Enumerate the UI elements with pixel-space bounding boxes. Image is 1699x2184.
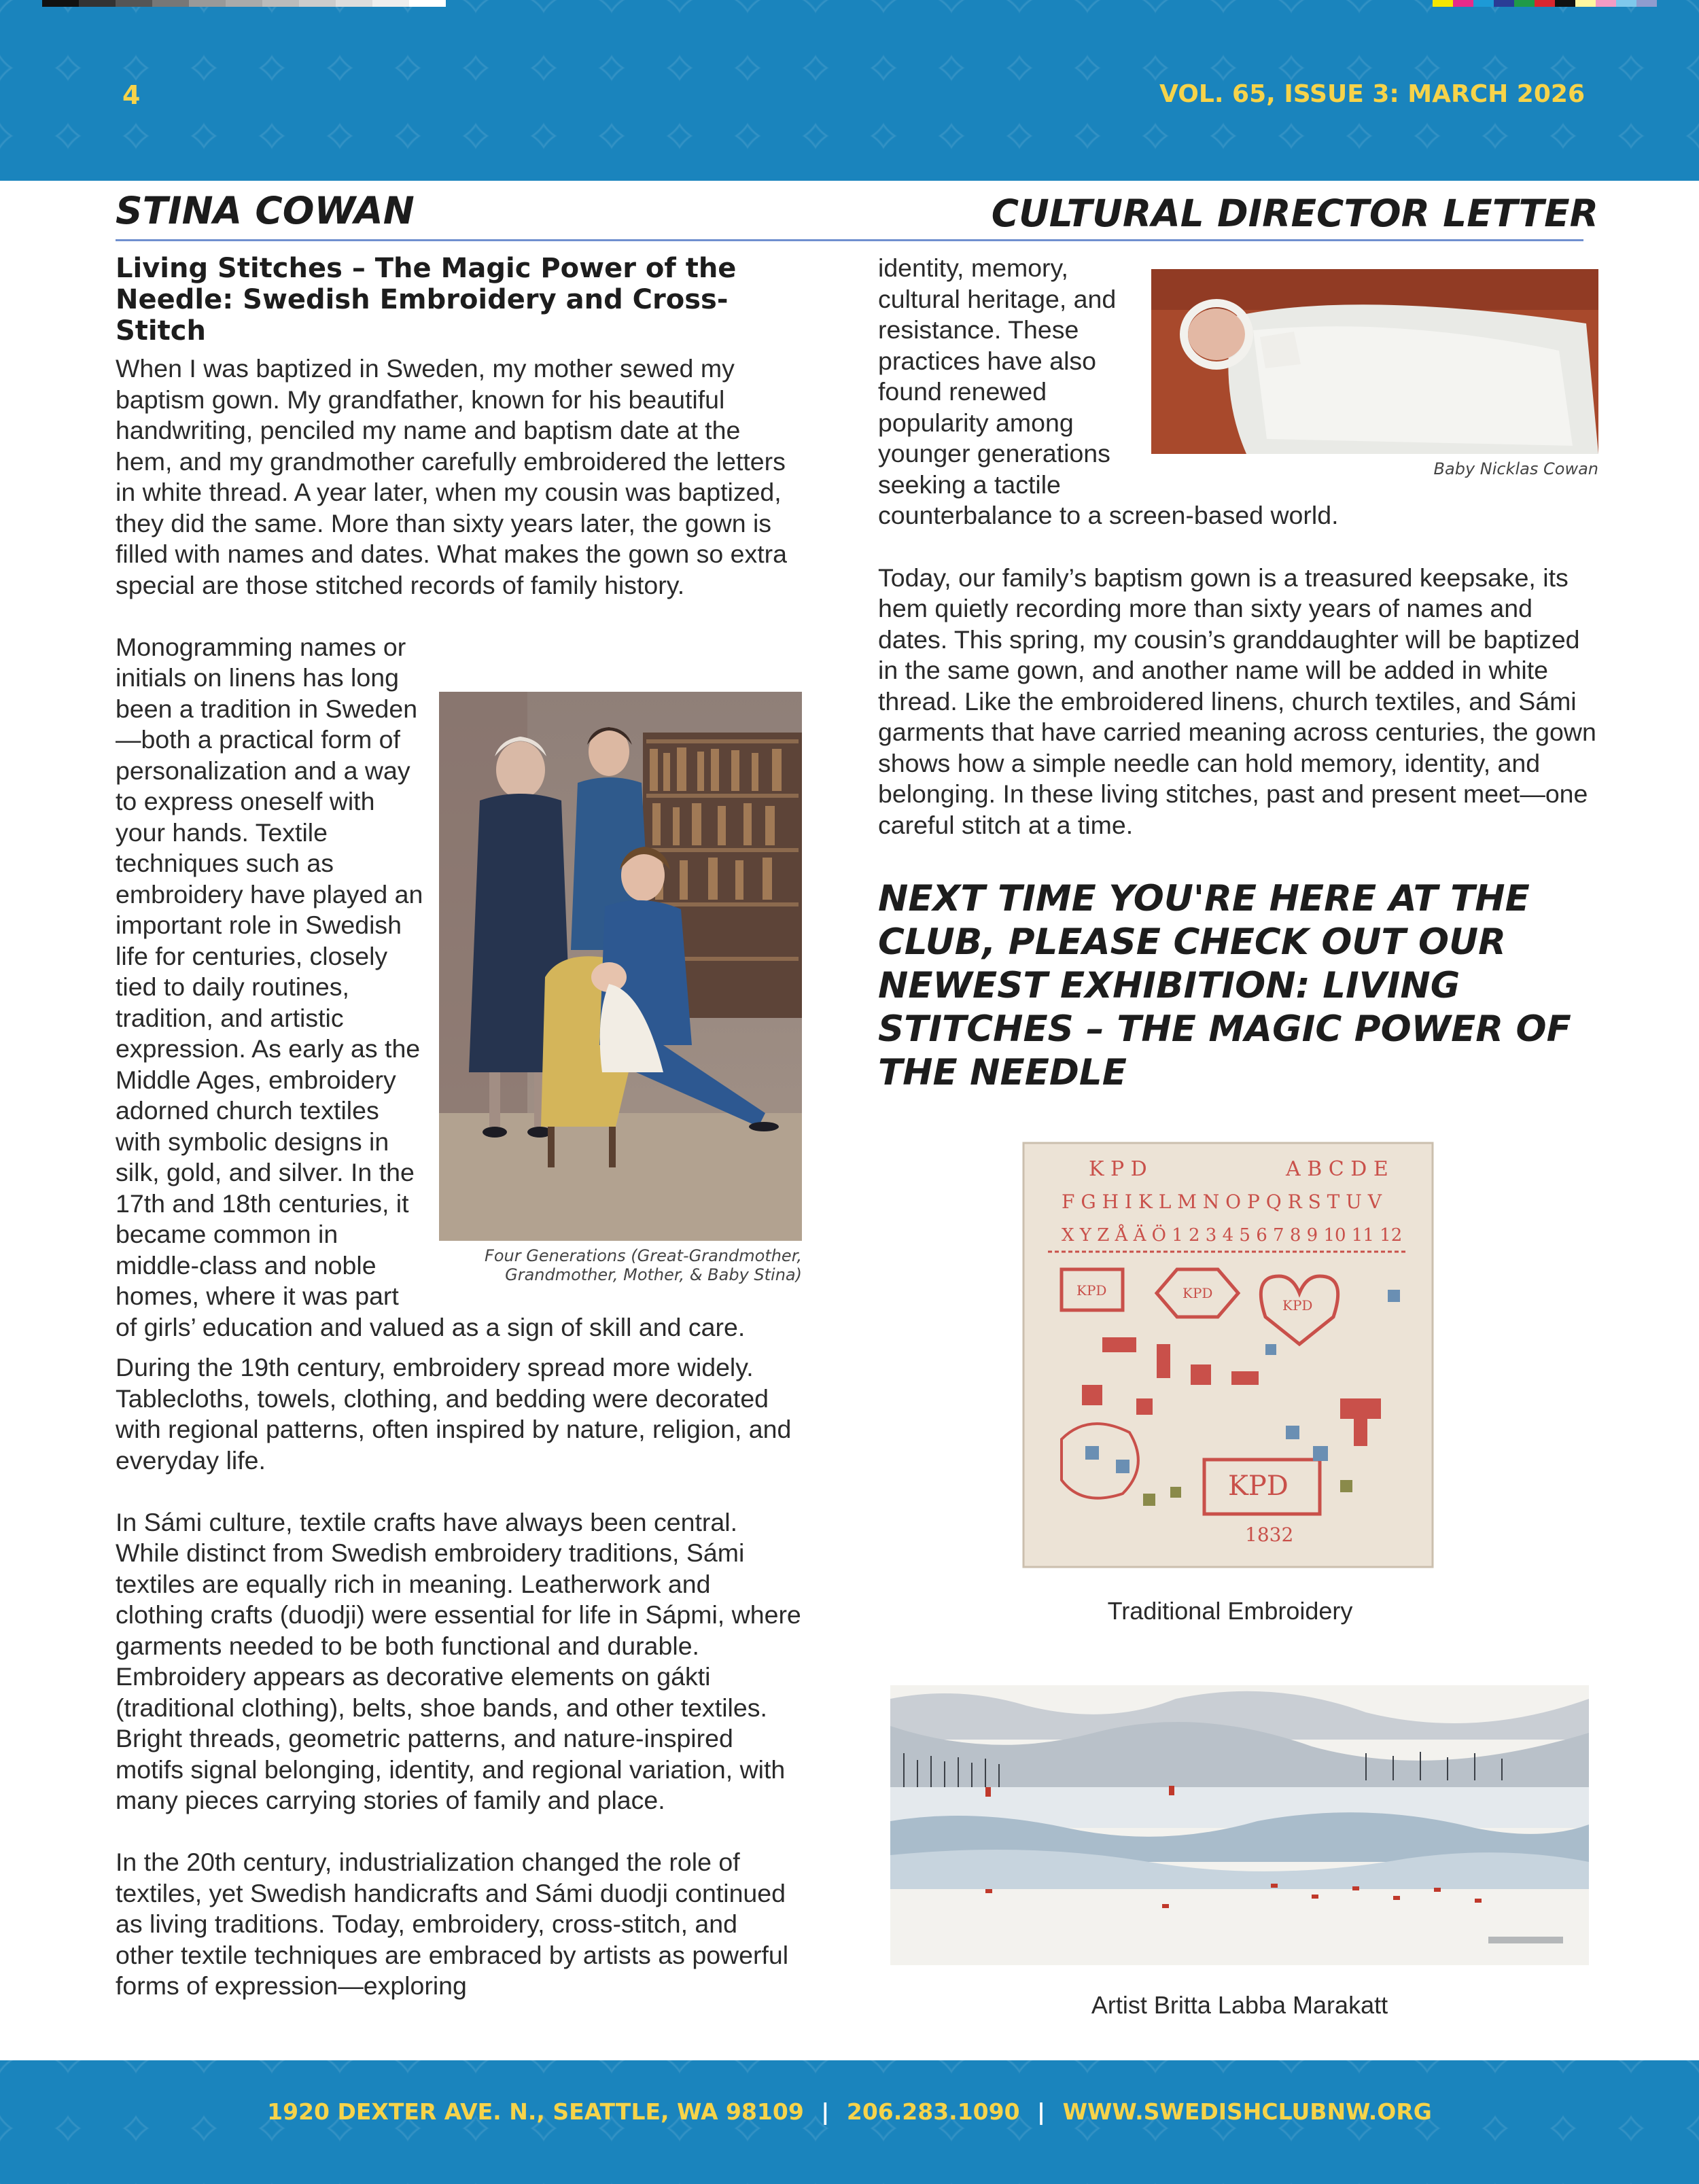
sampler-year: 1832 xyxy=(1245,1523,1294,1546)
calibration-swatch xyxy=(1636,0,1657,7)
landscape-caption: Artist Britta Labba Marakatt xyxy=(1091,1991,1388,2019)
sampler-photo xyxy=(1021,1140,1435,1570)
footer-separator: | xyxy=(821,2098,830,2125)
footer-phone: 206.283.1090 xyxy=(846,2098,1020,2125)
calibration-swatch xyxy=(1514,0,1535,7)
sampler-monogram: KPD xyxy=(1228,1470,1289,1502)
sampler-row: K P D xyxy=(1089,1157,1147,1181)
calibration-swatch xyxy=(1596,0,1616,7)
calibration-swatch xyxy=(1453,0,1473,7)
family-photo-figure xyxy=(439,692,802,1284)
sampler-monogram: KPD xyxy=(1183,1285,1213,1301)
calibration-swatch xyxy=(42,0,79,7)
footer-website-link[interactable]: WWW.SWEDISHCLUBNW.ORG xyxy=(1062,2098,1432,2125)
author-name: STINA COWAN xyxy=(116,189,415,232)
paragraph: In Sámi culture, textile crafts have always been central. While distinct from Swedish embroidery traditions, Sámi textiles are equally rich in meaning. Leatherwork and clothing crafts (duodji) were essential for life in Sápmi, where garments needed to be both functional and durable. Embroidery appears as decorative elements on gákti (traditional clothing), belts, shoe bands, and other textiles. Bright threads, geometric patterns, and nature-inspired motifs signal belonging, identity, and regional variation, with many pieces carrying stories of family and place. xyxy=(116,1507,801,1814)
sampler-monogram: KPD xyxy=(1076,1282,1107,1299)
baby-photo-figure xyxy=(1151,269,1598,478)
sampler-monogram: KPD xyxy=(1282,1297,1313,1314)
family-photo xyxy=(439,692,802,1241)
calibration-swatch xyxy=(226,0,262,7)
calibration-swatch xyxy=(79,0,116,7)
paragraph: When I was baptized in Sweden, my mother sewed my baptism gown. My grandfather, known for his beautiful handwriting, penciled my name and baptism date at the hem, and my grandmother carefully embroidered the letters in white thread. A year later, when my cousin was baptized, they did the same. More than sixty years later, the gown is filled with names and dates. What makes the gown so extra special are those stitched records of family history. xyxy=(116,354,788,599)
sampler-caption: Traditional Embroidery xyxy=(1107,1597,1353,1625)
left-column xyxy=(116,253,802,2032)
calibration-swatch xyxy=(1575,0,1596,7)
footer-band xyxy=(0,2060,1699,2184)
calibration-swatch xyxy=(299,0,336,7)
calibration-swatch xyxy=(116,0,152,7)
embroidery-sampler xyxy=(1021,1140,1435,1570)
calibration-swatch xyxy=(336,0,372,7)
calibration-strip-color xyxy=(1433,0,1657,7)
page-number: 4 xyxy=(122,80,141,110)
calibration-swatch xyxy=(262,0,299,7)
section-title: CULTURAL DIRECTOR LETTER xyxy=(991,192,1598,235)
header-band xyxy=(0,0,1699,181)
embroidered-landscape xyxy=(890,1685,1589,1965)
right-column xyxy=(878,253,1598,1095)
issue-label: VOL. 65, ISSUE 3: MARCH 2026 xyxy=(1159,80,1585,108)
calibration-swatch xyxy=(189,0,226,7)
calibration-swatch xyxy=(1555,0,1575,7)
calibration-strip-gray xyxy=(42,0,446,7)
footer-separator: | xyxy=(1037,2098,1046,2125)
footer-address: 1920 DEXTER AVE. N., SEATTLE, WA 98109 xyxy=(267,2098,804,2125)
calibration-swatch xyxy=(1494,0,1514,7)
paragraph: Today, our family’s baptism gown is a treasured keepsake, its hem quietly recording more than sixty years of names and dates. This spring, my cousin’s granddaughter will be baptized in the same gown, and another name will be added in white thread. Like the embroidered linens, church textiles, and Sámi garments that have carried meaning across centuries, the gown shows how a simple needle can hold memory, identity, and belonging. In these living stitches, past and present meet—one careful stitch at a time. xyxy=(878,563,1596,839)
calibration-swatch xyxy=(1473,0,1494,7)
sampler-row: A B C D E xyxy=(1286,1157,1388,1181)
calibration-swatch xyxy=(1616,0,1636,7)
sampler-row: X Y Z Å Ä Ö 1 2 3 4 5 6 7 8 9 10 11 12 xyxy=(1062,1225,1403,1246)
baby-photo-caption: Baby Nicklas Cowan xyxy=(1433,459,1598,478)
paragraph: In the 20th century, industrialization changed the role of textiles, yet Swedish handicrafts and Sámi duodji continued as living traditions. Today, embroidery, cross-stitch, and other textile techniques are embraced by artists as powerful forms of expression—exploring xyxy=(116,1848,789,2000)
calibration-swatch xyxy=(372,0,409,7)
family-photo-caption: Four Generations (Great-Grandmother, Grandmother, Mother, & Baby Stina) xyxy=(485,1246,802,1284)
article-title: Living Stitches – The Magic Power of the Needle: Swedish Embroidery and Cross-Stitch xyxy=(116,253,737,347)
footer-contact xyxy=(0,2098,1699,2125)
paragraph: During the 19th century, embroidery spread more widely. Tablecloths, towels, clothing, and bedding were decorated with regional patterns, often inspired by nature, religion, and everyday life. xyxy=(116,1353,792,1475)
baby-photo xyxy=(1151,269,1598,454)
paragraph: Monogramming names or initials on linens has long been a tradition in Sweden—both a practical form of personalization and a way to express oneself with your hands. Textile techniques such as embroidery have played an important role in Swedish life for centuries, closely tied to daily routines, tradition, and artistic expression. As early as the Middle Ages, embroidery adorned church textiles with symbolic designs in silk, gold, and silver. In the 17th and 18th centuries, it became common in middle-class and noble homes, where it was part of girls’ education and valued as a sign of skill and care. xyxy=(116,632,746,1341)
calibration-swatch xyxy=(1433,0,1453,7)
calibration-swatch xyxy=(409,0,446,7)
calibration-swatch xyxy=(152,0,189,7)
calibration-swatch xyxy=(1535,0,1555,7)
paragraph: identity, memory, cultural heritage, and resistance. These practices have also found renewed popularity among younger generations seeking a tactile counterbalance to a screen-based world. xyxy=(878,253,1339,529)
title-divider xyxy=(116,239,1583,241)
exhibition-promo: NEXT TIME YOU'RE HERE AT THE CLUB, PLEASE CHECK OUT OUR NEWEST EXHIBITION: LIVING STITCHES – THE MAGIC POWER OF THE NEEDLE xyxy=(878,878,1571,1093)
sampler-row: F G H I K L M N O P Q R S T U V xyxy=(1062,1191,1382,1213)
landscape-artwork xyxy=(890,1685,1589,1965)
